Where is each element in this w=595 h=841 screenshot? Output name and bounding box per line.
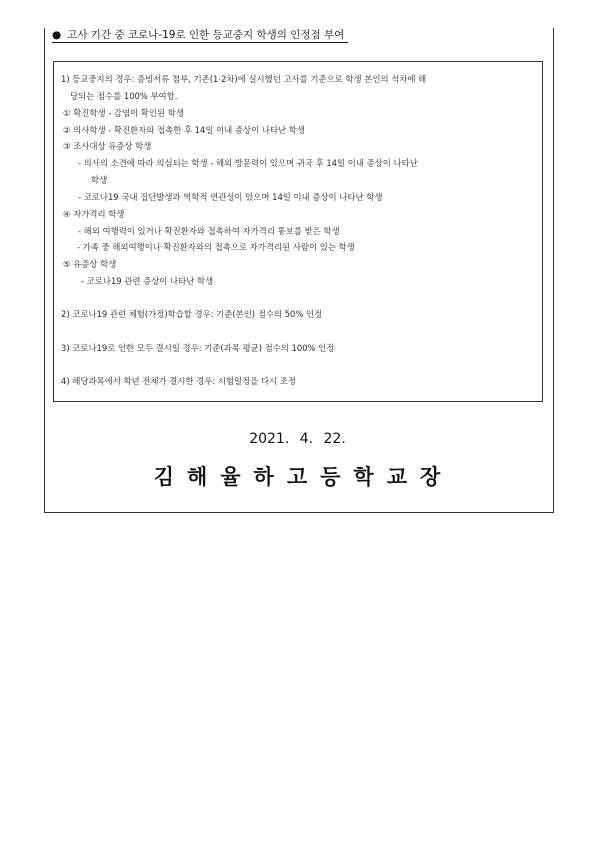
section-heading	[52, 28, 348, 43]
item-1-line-1: 1) 등교중지의 경우: 증빙서류 첨부, 기존(1·2차)에 실시했던 고사를 기준으로 학생 본인의 석차에 해	[61, 74, 427, 84]
bullet-icon: ●	[52, 29, 62, 41]
sub-item-4: ④ 자가격리 학생	[63, 209, 125, 219]
sub-item-3: ③ 조사대상 유증상 학생	[63, 141, 152, 151]
sub-item-3-detail-a-line-1: - 의사의 소견에 따라 의심되는 학생 - 해외 방문력이 있으며 귀국 후 14일 이내 증상이 나타난	[78, 158, 418, 168]
signer-name: 김해율하고등학교장	[153, 465, 454, 489]
sub-item-5-detail-a: - 코로나19 관련 증상이 나타난 학생	[81, 276, 214, 286]
item-3: 3) 코로나19로 인한 모두 결시일 경우: 기준(과목 평균) 점수의 100% 인정	[61, 343, 335, 353]
sub-item-3-detail-a-line-2: 학생	[91, 175, 108, 185]
sub-item-1: ① 확진학생 - 감염이 확인된 학생	[63, 108, 184, 118]
issue-date: 2021. 4. 22.	[249, 431, 346, 447]
item-1-line-2: 당되는 점수를 100% 부여함.	[70, 91, 178, 101]
sub-item-4-detail-a: - 해외 여행력이 있거나 확진환자와 접촉하여 자가격리 통보를 받은 학생	[78, 226, 340, 236]
sub-item-3-detail-b: - 코로나19 국내 집단발생과 역학적 연관성이 있으며 14일 이내 증상이 나타난 학생	[78, 192, 383, 202]
sub-item-5: ⑤ 유증상 학생	[63, 259, 117, 269]
item-4: 4) 해당과목에서 학년 전체가 결시한 경우: 시험일정을 다시 조정	[61, 376, 296, 386]
section-heading-text: 고사 기간 중 코로나-19로 인한 등교중지 학생의 인정점 부여	[67, 29, 345, 41]
sub-item-4-detail-b: - 가족 중 해외여행이나 확진환자와의 접촉으로 자가격리된 사람이 있는 학생	[77, 242, 355, 252]
sub-item-2: ② 의사학생 - 확진환자와 접촉한 후 14일 이내 증상이 나타난 학생	[63, 125, 305, 135]
item-2: 2) 코로나19 관련 체험(가정)학습할 경우: 기준(본인) 점수의 50% 인정	[61, 309, 323, 319]
